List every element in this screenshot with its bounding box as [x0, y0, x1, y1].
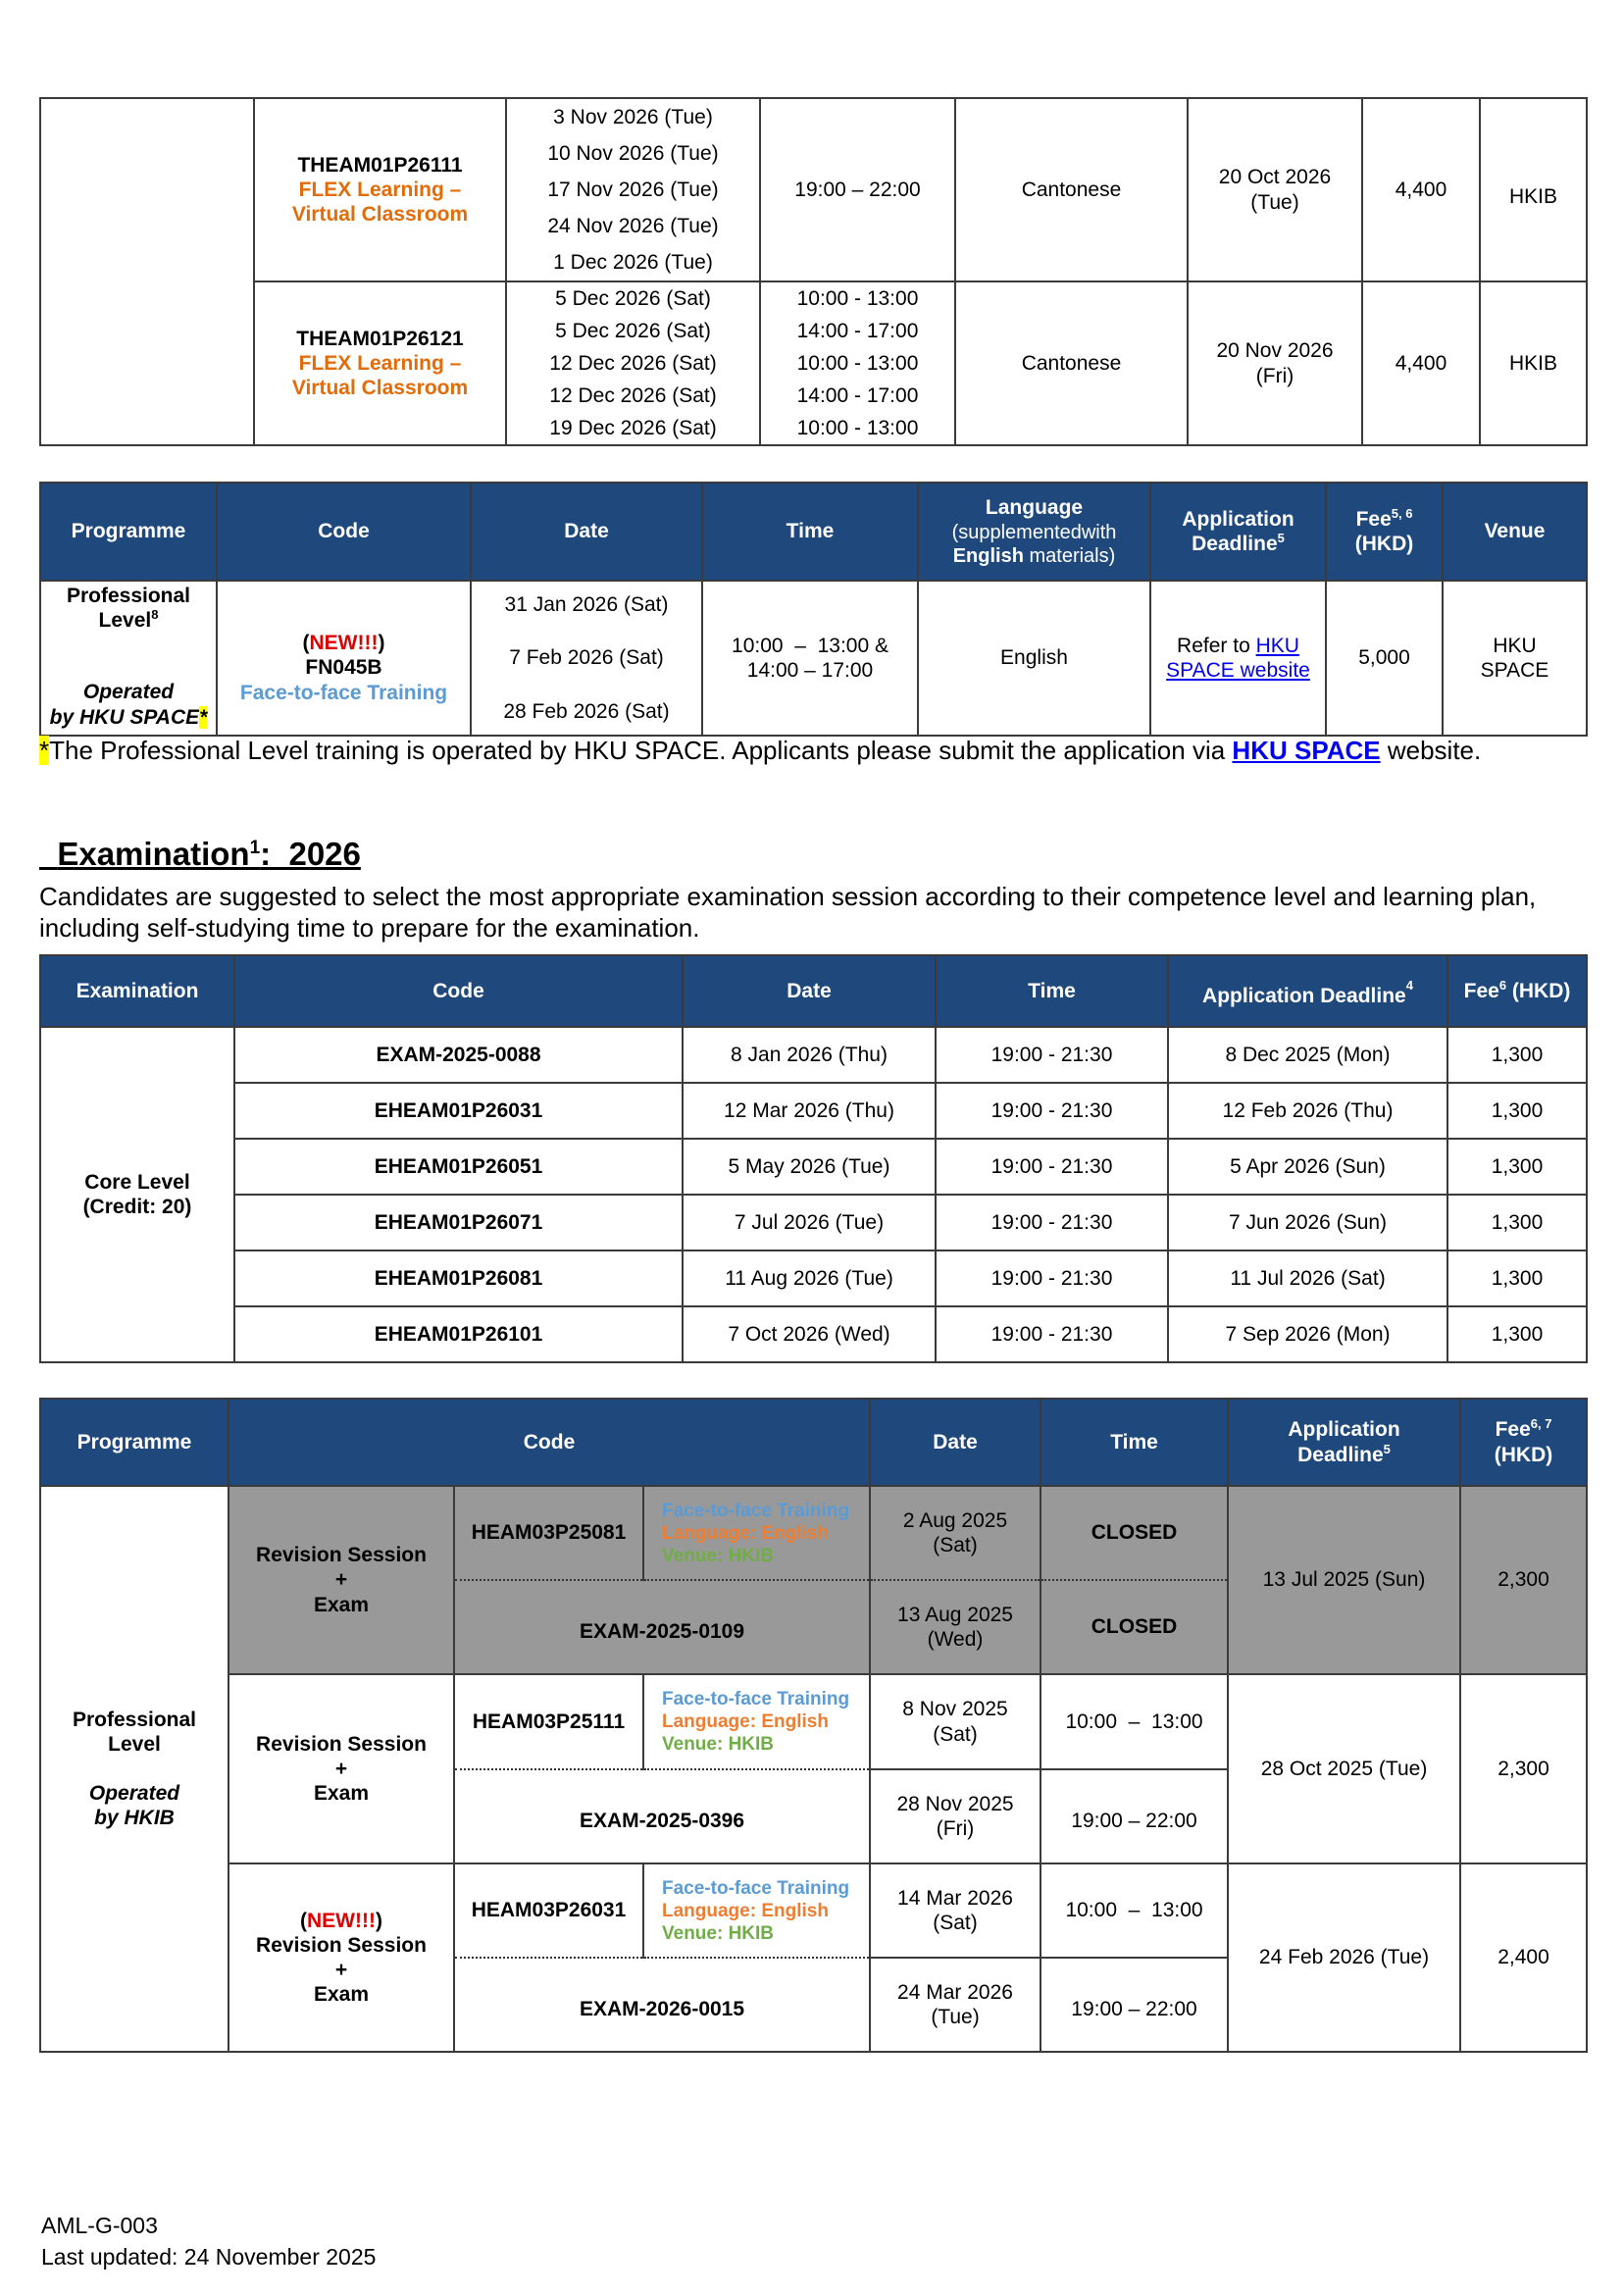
- delivery-mode: FLEX Learning – Virtual Classroom: [291, 178, 469, 227]
- exam-fee: 1,300: [1447, 1306, 1587, 1362]
- footnote-ref: 4: [1405, 977, 1413, 993]
- plus-sign: +: [334, 1757, 348, 1780]
- table-row: [40, 1083, 1587, 1139]
- exam-code: EXAM-2025-0088: [234, 1027, 683, 1083]
- date-line1: 28 Nov 2025: [896, 1792, 1014, 1815]
- date-line2: (Tue): [931, 2006, 980, 2028]
- footnote-ref: 5: [1277, 531, 1285, 545]
- footnote-ref: 8: [151, 607, 159, 623]
- header-language-note-bold: English: [952, 544, 1024, 567]
- info-venue: Venue: HKIB: [662, 1922, 775, 1944]
- header-venue: Venue: [1443, 483, 1587, 581]
- header-fee-line1: Fee: [1495, 1418, 1531, 1442]
- training-code: HEAM03P25081: [454, 1486, 643, 1580]
- date-line2: (Wed): [927, 1628, 984, 1651]
- session-date: 1 Dec 2026 (Tue): [553, 251, 713, 274]
- session-time: 10:00 - 13:00: [796, 352, 919, 375]
- table-row: [40, 98, 1587, 281]
- table-row: [40, 1306, 1587, 1362]
- course-code: FN045B: [305, 656, 382, 680]
- header-deadline-text: Application Deadline: [1202, 984, 1406, 1007]
- footnote-ref: 6, 7: [1530, 1416, 1552, 1432]
- training-code: HEAM03P25111: [454, 1674, 643, 1769]
- info-language: Language: English: [662, 1522, 829, 1544]
- exam-fee: 1,300: [1447, 1139, 1587, 1195]
- exam-deadline: 5 Apr 2026 (Sun): [1168, 1139, 1447, 1195]
- paren: ): [375, 1909, 382, 1932]
- level-cell: [40, 1027, 234, 1362]
- session-date: 12 Dec 2026 (Sat): [549, 352, 717, 375]
- exam-date: 11 Aug 2026 (Tue): [683, 1250, 936, 1306]
- date-line2: (Sat): [933, 1534, 978, 1556]
- table-row: [40, 1674, 1587, 1769]
- header-row: [40, 1399, 1587, 1486]
- header-code: Code: [234, 955, 683, 1027]
- hku-space-link[interactable]: HKU SPACE: [1232, 736, 1381, 765]
- table-row: [40, 1486, 1587, 1580]
- header-deadline-line2: Deadline: [1192, 533, 1278, 555]
- session-date: 17 Nov 2026 (Tue): [547, 179, 719, 201]
- session-time: 10:00 - 13:00: [796, 417, 919, 439]
- date-line1: 2 Aug 2025: [902, 1508, 1008, 1532]
- header-deadline: [1228, 1399, 1460, 1486]
- date-line2: (Sat): [933, 1722, 978, 1746]
- last-updated: Last updated: 24 November 2025: [41, 2244, 377, 2270]
- exam-date: 5 May 2026 (Tue): [683, 1139, 936, 1195]
- footnote-ref: 5: [1383, 1441, 1391, 1456]
- info-venue: Venue: HKIB: [662, 1545, 775, 1566]
- deadline-prefix: Refer to: [1177, 634, 1256, 657]
- session-date: 5 Dec 2026 (Sat): [555, 320, 711, 342]
- training-date: [870, 1674, 1040, 1769]
- header-fee: [1447, 955, 1587, 1027]
- header-language-note-rest: materials): [1023, 544, 1116, 567]
- operated-by-line2: by HKIB: [94, 1806, 175, 1829]
- training-code: HEAM03P26031: [454, 1863, 643, 1958]
- level-name: Core Level: [84, 1170, 190, 1194]
- exam-date: 7 Oct 2026 (Wed): [683, 1306, 936, 1362]
- header-deadline-line1: Application: [1182, 507, 1294, 531]
- exam-time: 19:00 - 21:30: [936, 1027, 1168, 1083]
- training-time: 10:00 – 13:00: [1040, 1863, 1228, 1958]
- table-row: [40, 1250, 1587, 1306]
- operated-by-line2: by HKU SPACE: [49, 705, 200, 729]
- session-label: Revision Session: [256, 1732, 427, 1756]
- table-row: [40, 281, 1587, 445]
- footnote-ref: 6: [1498, 977, 1507, 993]
- deadline-day: (Tue): [1250, 190, 1299, 214]
- exam-label: Exam: [313, 1782, 370, 1806]
- time-line1: 10:00 – 13:00 &: [732, 634, 888, 657]
- header-deadline: [1168, 955, 1447, 1027]
- exam-date: [870, 1958, 1040, 2052]
- deadline-date: 20 Oct 2026: [1218, 166, 1332, 189]
- programme-level: Level: [108, 1733, 161, 1757]
- plus-sign: +: [334, 1959, 348, 1981]
- session-date: 28 Feb 2026 (Sat): [503, 700, 670, 723]
- code-cell: [254, 98, 506, 281]
- delivery-mode: FLEX Learning – Virtual Classroom: [291, 351, 469, 400]
- intro-paragraph: Candidates are suggested to select the most appropriate examination session according to their competence level and learning plan, including self-studying time to prepare for the examination.: [39, 882, 1537, 943]
- session-date: 12 Dec 2026 (Sat): [549, 384, 717, 407]
- exam-code: EXAM-2025-0396: [454, 1769, 870, 1863]
- heading-text: Examination: [57, 836, 250, 872]
- training-info: [643, 1863, 870, 1958]
- exam-date: 8 Jan 2026 (Thu): [683, 1027, 936, 1083]
- venue-cell: [1443, 581, 1587, 736]
- venue-line2: SPACE: [1480, 659, 1549, 682]
- professional-training-table: [39, 482, 1588, 737]
- session-time: 14:00 - 17:00: [796, 384, 919, 407]
- deadline-cell: [1188, 281, 1362, 445]
- delivery-mode: Face-to-face Training: [239, 681, 448, 704]
- footnote-ref: 5, 6: [1391, 505, 1413, 521]
- exam-fee: 1,300: [1447, 1250, 1587, 1306]
- deadline-cell: [1188, 98, 1362, 281]
- asterisk-mark: *: [39, 736, 50, 765]
- exam-time: 19:00 - 21:30: [936, 1139, 1168, 1195]
- exam-date: 12 Mar 2026 (Thu): [683, 1083, 936, 1139]
- times-cell: [760, 281, 955, 445]
- header-examination: Examination: [40, 955, 234, 1027]
- exam-date: [870, 1769, 1040, 1863]
- exam-time: 19:00 - 21:30: [936, 1195, 1168, 1250]
- header-time: Time: [702, 483, 918, 581]
- session-date: 5 Dec 2026 (Sat): [555, 287, 711, 310]
- exam-deadline: 11 Jul 2026 (Sat): [1168, 1250, 1447, 1306]
- exam-date: [870, 1580, 1040, 1674]
- operated-by-line1: Operated: [82, 681, 175, 704]
- exam-code: EXAM-2025-0109: [454, 1580, 870, 1674]
- programme-level: Level: [98, 609, 152, 633]
- programme-cell-empty: [40, 98, 254, 445]
- date-line1: 8 Nov 2025: [902, 1698, 1008, 1721]
- exam-fee: 1,300: [1447, 1195, 1587, 1250]
- exam-label: Exam: [313, 1983, 370, 2007]
- paren: ): [378, 632, 385, 655]
- footnote-ref: 1: [249, 838, 261, 858]
- table-row: [40, 1195, 1587, 1250]
- session-date: 31 Jan 2026 (Sat): [504, 593, 669, 616]
- exam-time: 19:00 – 22:00: [1040, 1958, 1228, 2052]
- header-code: Code: [228, 1399, 870, 1486]
- session-label: Revision Session: [256, 1544, 427, 1567]
- revision-exam-table: [39, 1398, 1588, 2053]
- programme-name: Professional: [72, 1709, 197, 1732]
- header-fee-suffix: (HKD): [1506, 979, 1571, 1002]
- programme-cell: [40, 1486, 228, 2052]
- exam-time: 19:00 – 22:00: [1040, 1769, 1228, 1863]
- info-language: Language: English: [662, 1900, 829, 1921]
- dates-cell: [471, 581, 702, 736]
- date-line1: 24 Mar 2026: [897, 1980, 1013, 2004]
- deadline-date: 20 Nov 2026: [1216, 339, 1334, 363]
- new-badge: NEW!!!: [307, 1909, 376, 1932]
- info-venue: Venue: HKIB: [662, 1734, 775, 1755]
- time-cell: 19:00 – 22:00: [760, 98, 955, 281]
- session-cell: [228, 1486, 454, 1674]
- header-date: Date: [870, 1399, 1040, 1486]
- header-date: Date: [683, 955, 936, 1027]
- training-schedule-continued: [39, 97, 1588, 446]
- venue-line1: HKU: [1493, 634, 1537, 657]
- exam-time: 19:00 - 21:30: [936, 1083, 1168, 1139]
- exam-deadline: 12 Feb 2026 (Thu): [1168, 1083, 1447, 1139]
- dates-cell: [506, 281, 760, 445]
- paren: (: [302, 632, 310, 655]
- date-line1: 13 Aug 2025: [897, 1603, 1013, 1626]
- session-cell: [228, 1863, 454, 2052]
- course-code: THEAM01P26121: [296, 327, 464, 350]
- exam-code: EHEAM01P26051: [234, 1139, 683, 1195]
- header-deadline-line1: Application: [1288, 1418, 1400, 1442]
- language-cell: Cantonese: [955, 281, 1188, 445]
- deadline-cell: 28 Oct 2025 (Tue): [1228, 1674, 1460, 1863]
- time-line2: 14:00 – 17:00: [746, 659, 874, 682]
- code-cell: [217, 581, 471, 736]
- session-date: 7 Feb 2026 (Sat): [509, 646, 664, 669]
- table-row: [40, 581, 1587, 736]
- programme-cell: [40, 581, 217, 736]
- asterisk-mark: *: [199, 705, 208, 729]
- header-code: Code: [217, 483, 471, 581]
- session-date: 3 Nov 2026 (Tue): [553, 106, 713, 128]
- date-line1: 14 Mar 2026: [897, 1886, 1013, 1910]
- training-date: [870, 1863, 1040, 1958]
- date-line2: (Sat): [933, 1912, 978, 1934]
- header-row: [40, 955, 1587, 1027]
- exam-deadline: 7 Sep 2026 (Mon): [1168, 1306, 1447, 1362]
- footnote-suffix: website.: [1380, 736, 1482, 765]
- language-cell: Cantonese: [955, 98, 1188, 281]
- header-date: Date: [471, 483, 702, 581]
- venue-cell: HKIB: [1480, 281, 1587, 445]
- fee-cell: 4,400: [1362, 98, 1480, 281]
- exam-fee: 1,300: [1447, 1027, 1587, 1083]
- code-cell: [254, 281, 506, 445]
- footnote-text: The Professional Level training is operated by HKU SPACE. Applicants please submit the application via: [49, 736, 1233, 765]
- training-time: 10:00 – 13:00: [1040, 1674, 1228, 1769]
- table-row: [40, 1027, 1587, 1083]
- header-time: Time: [936, 955, 1168, 1027]
- header-row: [40, 483, 1587, 581]
- header-deadline-line2: Deadline: [1297, 1443, 1384, 1466]
- training-info: [643, 1486, 870, 1580]
- header-time: Time: [1040, 1399, 1228, 1486]
- deadline-cell: 24 Feb 2026 (Tue): [1228, 1863, 1460, 2052]
- course-code: THEAM01P26111: [297, 153, 463, 177]
- header-fee-line2: (HKD): [1494, 1443, 1553, 1466]
- header-language-note: (supplementedwith: [951, 521, 1117, 543]
- language-cell: English: [918, 581, 1150, 736]
- training-info: [643, 1674, 870, 1769]
- exam-deadline: 7 Jun 2026 (Sun): [1168, 1195, 1447, 1250]
- info-mode: Face-to-face Training: [662, 1500, 850, 1521]
- exam-label: Exam: [313, 1593, 370, 1616]
- document-code: AML-G-003: [41, 2213, 158, 2238]
- examination-table: [39, 954, 1588, 1363]
- deadline-cell: 13 Jul 2025 (Sun): [1228, 1486, 1460, 1674]
- hku-space-website-link[interactable]: HKU SPACE website: [1166, 634, 1310, 682]
- header-programme: Programme: [40, 483, 217, 581]
- footnote: [39, 735, 1481, 766]
- table-row: [40, 1139, 1587, 1195]
- exam-code: EHEAM01P26081: [234, 1250, 683, 1306]
- time-cell: [702, 581, 918, 736]
- session-date: 19 Dec 2026 (Sat): [549, 417, 717, 439]
- session-time: 14:00 - 17:00: [796, 320, 919, 342]
- dates-cell: [506, 98, 760, 281]
- exam-time-status: CLOSED: [1040, 1580, 1228, 1674]
- training-time-status: CLOSED: [1040, 1486, 1228, 1580]
- deadline-cell: [1150, 581, 1326, 736]
- info-mode: Face-to-face Training: [662, 1877, 850, 1899]
- exam-time: 19:00 - 21:30: [936, 1306, 1168, 1362]
- info-language: Language: English: [662, 1711, 829, 1732]
- exam-code: EXAM-2026-0015: [454, 1958, 870, 2052]
- new-badge: NEW!!!: [309, 632, 379, 655]
- paren: (: [300, 1909, 307, 1932]
- fee-cell: 2,300: [1460, 1486, 1587, 1674]
- exam-code: EHEAM01P26101: [234, 1306, 683, 1362]
- venue-text: HKIB: [1508, 184, 1557, 208]
- info-mode: Face-to-face Training: [662, 1689, 850, 1709]
- section-heading: [39, 798, 361, 873]
- header-fee-line1: Fee: [1355, 507, 1392, 531]
- programme-name: Professional: [66, 585, 191, 607]
- training-date: [870, 1486, 1040, 1580]
- session-time: 10:00 - 13:00: [796, 287, 919, 310]
- header-fee-line2: (HKD): [1354, 533, 1414, 555]
- plus-sign: +: [334, 1568, 348, 1592]
- header-language: [918, 483, 1150, 581]
- session-cell: [228, 1674, 454, 1863]
- header-language-title: Language: [985, 496, 1084, 520]
- table-row: [40, 1863, 1587, 1958]
- header-deadline: [1150, 483, 1326, 581]
- date-line2: (Fri): [936, 1817, 975, 1840]
- venue-cell: [1480, 98, 1587, 281]
- fee-cell: 4,400: [1362, 281, 1480, 445]
- fee-cell: 2,300: [1460, 1674, 1587, 1863]
- header-fee-text: Fee: [1463, 979, 1499, 1002]
- exam-deadline: 8 Dec 2025 (Mon): [1168, 1027, 1447, 1083]
- exam-fee: 1,300: [1447, 1083, 1587, 1139]
- session-label: Revision Session: [256, 1933, 427, 1957]
- exam-code: EHEAM01P26071: [234, 1195, 683, 1250]
- header-fee: [1326, 483, 1443, 581]
- session-date: 24 Nov 2026 (Tue): [547, 215, 719, 237]
- operated-by-line1: Operated: [88, 1781, 180, 1805]
- session-date: 10 Nov 2026 (Tue): [547, 142, 719, 165]
- exam-code: EHEAM01P26031: [234, 1083, 683, 1139]
- exam-date: 7 Jul 2026 (Tue): [683, 1195, 936, 1250]
- deadline-day: (Fri): [1255, 364, 1294, 387]
- fee-cell: 5,000: [1326, 581, 1443, 736]
- heading-year: : 2026: [260, 836, 361, 872]
- header-fee: [1460, 1399, 1587, 1486]
- header-programme: Programme: [40, 1399, 228, 1486]
- level-credit: (Credit: 20): [82, 1196, 192, 1218]
- fee-cell: 2,400: [1460, 1863, 1587, 2052]
- exam-time: 19:00 - 21:30: [936, 1250, 1168, 1306]
